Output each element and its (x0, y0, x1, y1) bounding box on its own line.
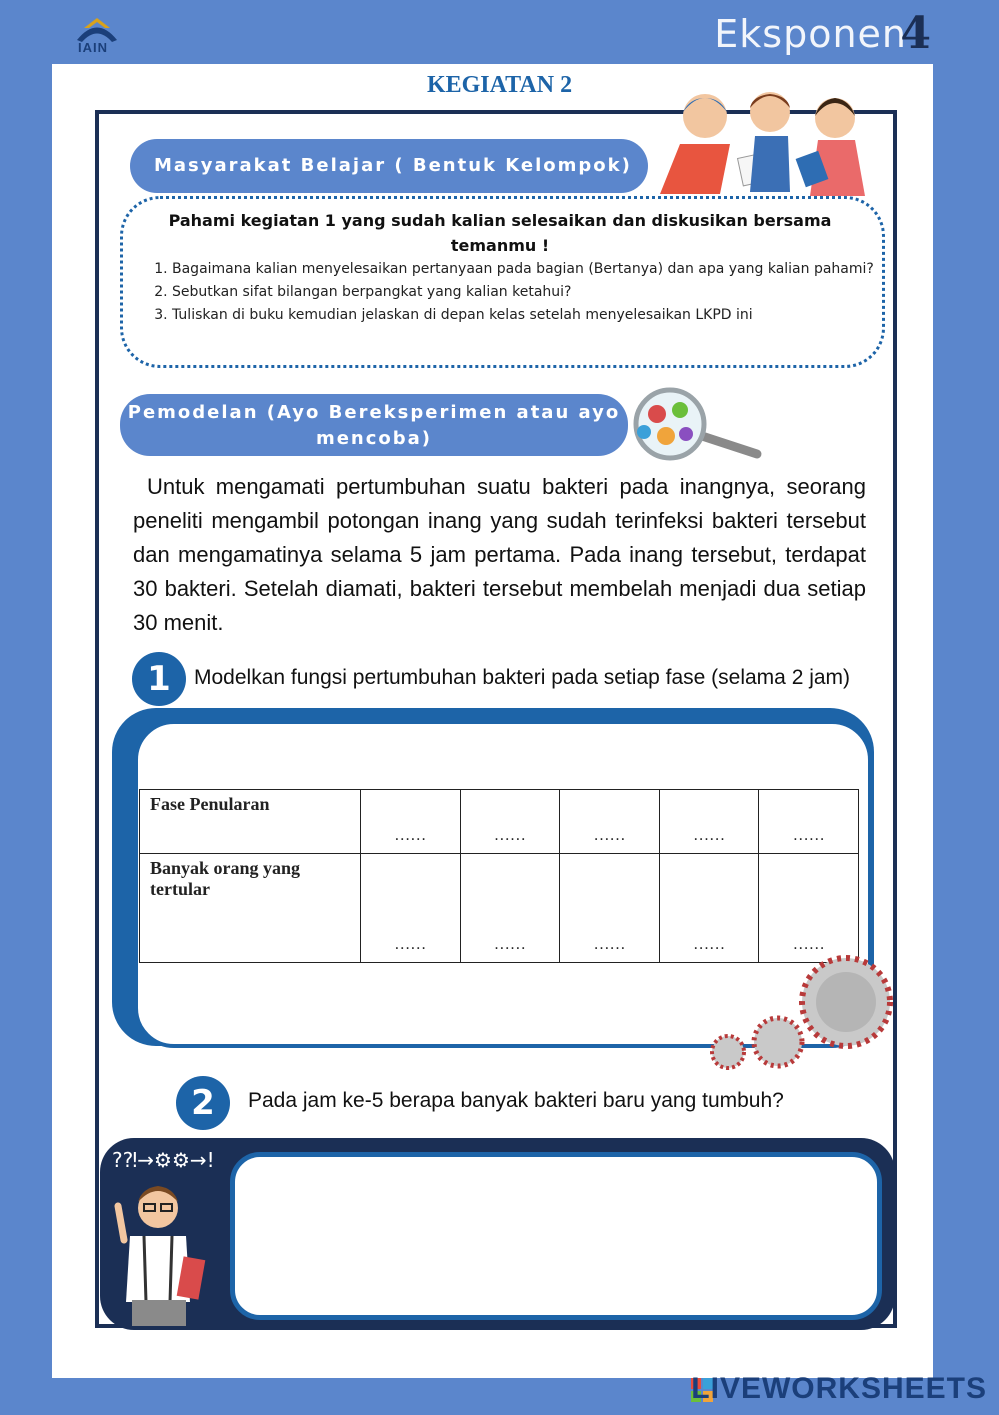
answer-cell[interactable]: …… (361, 790, 461, 854)
discussion-questions (150, 258, 892, 327)
children-illustration-icon (650, 84, 880, 204)
task-2-answer-box[interactable] (230, 1152, 882, 1320)
virus-icon (706, 952, 896, 1074)
liveworksheets-brand[interactable]: LIVEWORKSHEETS (691, 1372, 987, 1405)
list-item: 1. Bagaimana kalian menyelesaikan pertanyaan pada bagian (Bertanya) dan apa yang kalian pahami? (172, 258, 892, 281)
section-label-pemodelan: Pemodelan (Ayo Bereksperimen atau ayo mencoba) (120, 394, 628, 456)
answer-cell[interactable]: …… (560, 790, 660, 854)
section-label-masyarakat-belajar: Masyarakat Belajar ( Bentuk Kelompok) (130, 139, 648, 193)
growth-table (139, 789, 859, 963)
list-item: 2. Sebutkan sifat bilangan berpangkat yang kalian ketahui? (172, 281, 892, 304)
magnifier-bacteria-icon (622, 384, 764, 466)
task-2-question: Pada jam ke-5 berapa banyak bakteri baru yang tumbuh? (248, 1089, 784, 1112)
table-row (140, 790, 859, 854)
answer-cell[interactable]: …… (560, 854, 660, 963)
activity-title: KEGIATAN 2 (426, 72, 573, 98)
answer-cell[interactable]: …… (659, 854, 759, 963)
table-header-banyak: Banyak orang yang tertular (140, 854, 361, 963)
answer-cell[interactable]: …… (659, 790, 759, 854)
table-header-fase: Fase Penularan (140, 790, 361, 854)
task-1-question: Modelkan fungsi pertumbuhan bakteri pada setiap fase (selama 2 jam) (194, 666, 851, 689)
thinking-icon: ?⁈→⚙⚙→! (112, 1148, 215, 1172)
answer-cell[interactable]: …… (460, 790, 560, 854)
table-row (140, 854, 859, 963)
answer-cell[interactable]: …… (759, 790, 859, 854)
teacher-illustration-icon (104, 1178, 214, 1326)
logo-text: IAIN (78, 40, 108, 55)
task-2-number: 2 (176, 1076, 230, 1130)
answer-cell[interactable]: …… (759, 854, 859, 963)
answer-cell[interactable]: …… (361, 854, 461, 963)
discussion-intro: Pahami kegiatan 1 yang sudah kalian selesaikan dan diskusikan bersama temanmu ! (168, 211, 832, 255)
task-1-number: 1 (132, 652, 186, 706)
problem-paragraph: Untuk mengamati pertumbuhan suatu bakteri pada inangnya, seorang peneliti mengambil potongan inang yang sudah terinfeksi bakteri tersebut dan mengamatinya selama 5 jam pertama. Pada inang tersebut, terdapat 30 bakteri. Setelah diamati, bakteri tersebut membelah menjadi dua setiap 30 menit. (133, 474, 866, 635)
answer-cell[interactable]: …… (460, 854, 560, 963)
header-title: Eksponen (714, 12, 907, 56)
header-number: 4 (900, 8, 931, 59)
list-item: 3. Tuliskan di buku kemudian jelaskan di depan kelas setelah menyelesaikan LKPD ini (172, 304, 892, 327)
